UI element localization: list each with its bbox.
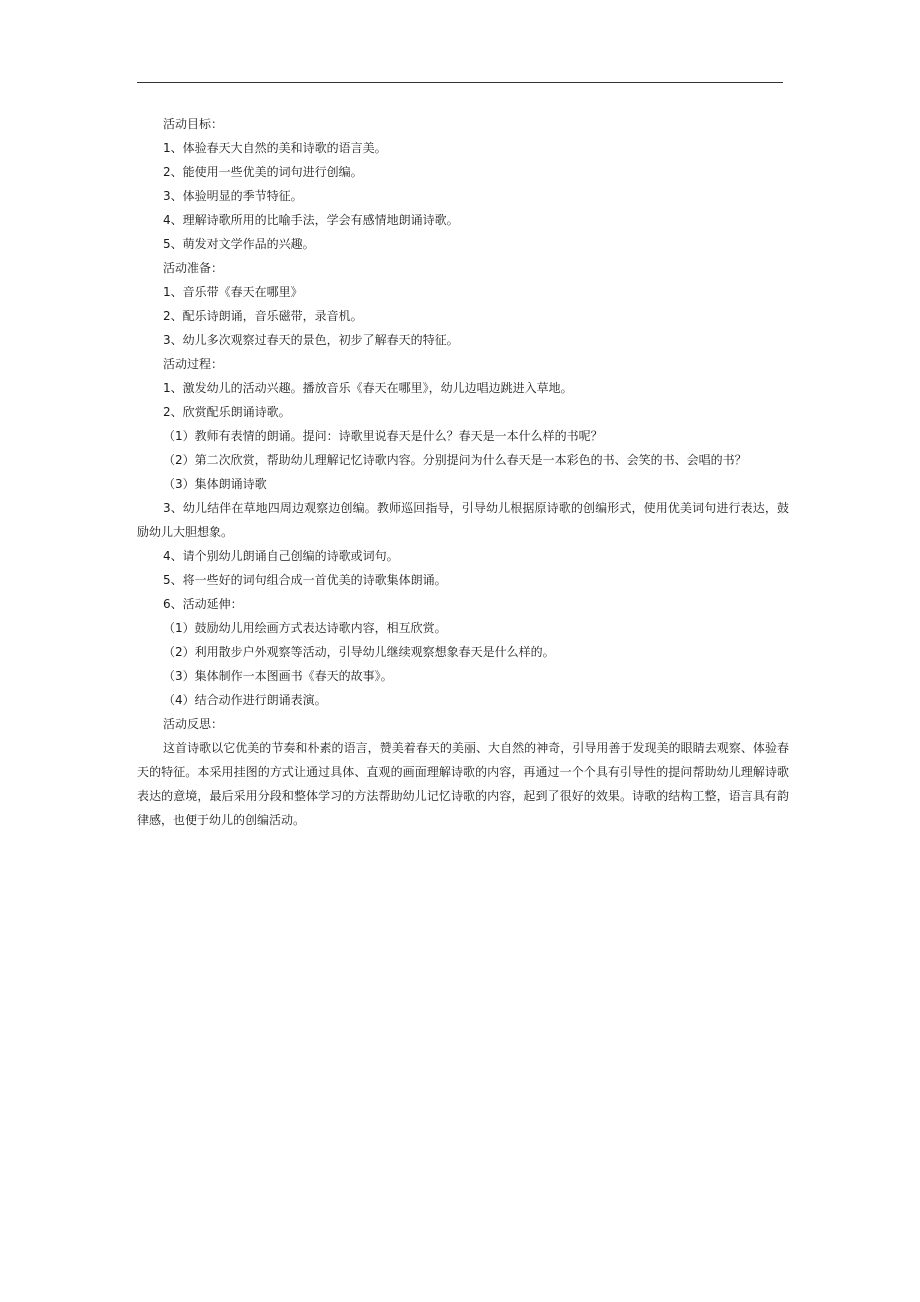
process-step-1: 1、激发幼儿的活动兴趣。播放音乐《春天在哪里》，幼儿边唱边跳进入草地。: [163, 381, 573, 395]
process-step-6-sub: （2）利用散步户外观察等活动，引导幼儿继续观察想象春天是什么样的。: [163, 645, 555, 659]
process-step-6-sub: （1）鼓励幼儿用绘画方式表达诗歌内容，相互欣赏。: [163, 621, 447, 635]
preparation-heading: 活动准备：: [163, 261, 224, 275]
preparation-item: 2、配乐诗朗诵，音乐磁带，录音机。: [163, 309, 363, 323]
goal-item: 2、能使用一些优美的词句进行创编。: [163, 165, 363, 179]
process-step-2: 2、欣赏配乐朗诵诗歌。: [163, 405, 291, 419]
process-step-6: 6、活动延伸：: [163, 597, 243, 611]
process-step-2-sub: （1）教师有表情的朗诵。提问：诗歌里说春天是什么？春天是一本什么样的书呢？: [163, 429, 603, 443]
process-step-2-sub: （2）第二次欣赏，帮助幼儿理解记忆诗歌内容。分别提问为什么春天是一本彩色的书、会笑的书、会唱的书？: [163, 453, 747, 467]
process-step-5: 5、将一些好的词句组合成一首优美的诗歌集体朗诵。: [163, 573, 447, 587]
process-step-2-sub: （3）集体朗诵诗歌: [163, 477, 267, 491]
document-body: [137, 112, 789, 832]
preparation-item: 3、幼儿多次观察过春天的景色，初步了解春天的特征。: [163, 333, 459, 347]
preparation-item: 1、音乐带《春天在哪里》: [163, 285, 303, 299]
goal-item: 3、体验明显的季节特征。: [163, 189, 303, 203]
goals-heading: 活动目标：: [163, 117, 224, 131]
reflection-paragraph: 这首诗歌以它优美的节奏和朴素的语言，赞美着春天的美丽、大自然的神奇，引导用善于发现美的眼睛去观察、体验春天的特征。本采用挂图的方式让通过具体、直观的画面理解诗歌的内容，再通过一个个具有引导性的提问帮助幼儿理解诗歌表达的意境，最后采用分段和整体学习的方法帮助幼儿记忆诗歌的内容，起到了很好的效果。诗歌的结构工整，语言具有韵律感，也便于幼儿的创编活动。: [137, 741, 789, 827]
header-rule: [137, 82, 783, 83]
goal-item: 5、萌发对文学作品的兴趣。: [163, 237, 315, 251]
goal-item: 4、理解诗歌所用的比喻手法，学会有感情地朗诵诗歌。: [163, 213, 459, 227]
process-step-6-sub: （3）集体制作一本图画书《春天的故事》。: [163, 669, 393, 683]
process-step-4: 4、请个别幼儿朗诵自己创编的诗歌或词句。: [163, 549, 399, 563]
process-heading: 活动过程：: [163, 357, 224, 371]
process-step-6-sub: （4）结合动作进行朗诵表演。: [163, 693, 327, 707]
process-step-3: 3、幼儿结伴在草地四周边观察边创编。教师巡回指导，引导幼儿根据原诗歌的创编形式，使用优美词句进行表达，鼓励幼儿大胆想象。: [137, 501, 789, 539]
reflection-heading: 活动反思：: [163, 717, 224, 731]
goal-item: 1、体验春天大自然的美和诗歌的语言美。: [163, 141, 387, 155]
